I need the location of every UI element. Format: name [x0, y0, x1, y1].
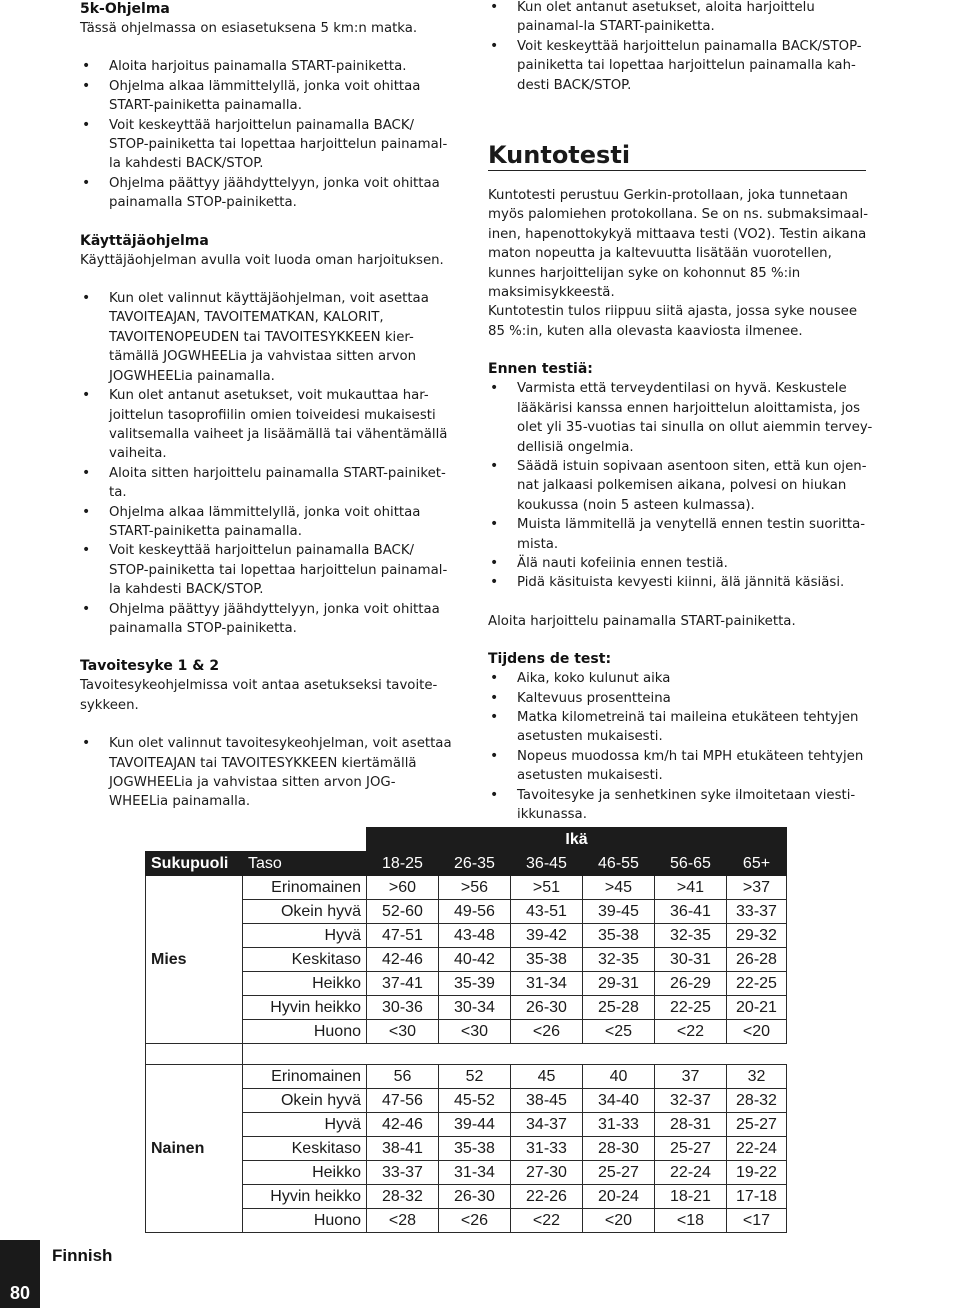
level-cell: Keskitaso [243, 1137, 367, 1161]
fitness-test-description: Kuntotesti perustuu Gerkin-protollaan, joka tunnetaan myös palomiehen protokollana. Se on ns. submaksimaal-inen, hapenottokykyä mittaava testi (VO2). Testin aikana maton nopeutta ja kaltevuutta lisätään vuorotellen, kunnes harjoittelijan syke on kohonnut 85 %:in maksimisykkeestä. [488, 188, 869, 301]
bullet-list-target-hr [80, 734, 452, 812]
table-row [146, 924, 787, 948]
value-cell: <22 [655, 1020, 727, 1044]
age-group-header: 18-25 [367, 852, 439, 876]
list-item: • Nopeus muodossa km/h tai MPH etukäteen tehtyjen asetusten mukaisesti. [488, 747, 873, 786]
value-cell: <30 [439, 1020, 511, 1044]
list-item: • Aloita sitten harjoittelu painamalla START-painiket-ta. [80, 464, 452, 503]
value-cell: 52-60 [367, 900, 439, 924]
value-cell: <17 [727, 1209, 787, 1233]
value-cell: 20-24 [583, 1185, 655, 1209]
list-item: • Tavoitesyke ja senhetkinen syke ilmoitetaan viesti-ikkunassa. [488, 786, 873, 825]
table-header-row [146, 852, 787, 876]
list-item: • Kun olet valinnut käyttäjäohjelman, voit asettaa TAVOITEAJAN, TAVOITEMATKAN, KALORIT, TAVOITENOPEUDEN tai TAVOITESYKKEEN kier-tämällä JOGWHEELia ja vahvistaa sitten arvon JOGWHEELia painamalla. [80, 289, 452, 386]
value-cell: 49-56 [439, 900, 511, 924]
value-cell: 33-37 [367, 1161, 439, 1185]
left-column [80, 0, 452, 812]
sex-cell: Nainen [146, 1065, 243, 1233]
value-cell: <30 [367, 1020, 439, 1044]
value-cell: 43-48 [439, 924, 511, 948]
table-row [146, 876, 787, 900]
value-cell: >37 [727, 876, 787, 900]
value-cell: 45 [511, 1065, 583, 1089]
bullet-list-5k [80, 57, 452, 212]
value-cell: 26-30 [511, 996, 583, 1020]
value-cell: 22-24 [727, 1137, 787, 1161]
value-cell: >41 [655, 876, 727, 900]
value-cell: 39-45 [583, 900, 655, 924]
value-cell: >56 [439, 876, 511, 900]
value-cell: 52 [439, 1065, 511, 1089]
value-cell: 45-52 [439, 1089, 511, 1113]
table-row [146, 1137, 787, 1161]
value-cell: 40 [583, 1065, 655, 1089]
value-cell: 42-46 [367, 1113, 439, 1137]
list-item: • Aika, koko kulunut aika [488, 669, 873, 688]
value-cell: >51 [511, 876, 583, 900]
table-header-row [146, 828, 787, 852]
section-title-user-program: Käyttäjäohjelma [80, 232, 209, 249]
list-item: • Kun olet antanut asetukset, voit mukauttaa har-joittelun tasoprofiilin omien toiveidesi mukaisesti valitsemalla vaiheet ja lisäämällä tai vähentämällä vaiheita. [80, 386, 452, 464]
value-cell: 22-25 [727, 972, 787, 996]
value-cell: 47-51 [367, 924, 439, 948]
fitness-test-result-note: Kuntotestin tulos riippuu siitä ajasta, jossa syke nousee 85 %:in, kuten alla olevasta kaaviosta ilmenee. [488, 304, 857, 339]
fitness-test-table [145, 827, 787, 1233]
section-title-during-test: Tijdens de test: [488, 651, 612, 668]
list-item: • Älä nauti kofeiinia ennen testiä. [488, 554, 873, 573]
list-item: • Voit keskeyttää harjoittelun painamalla BACK/STOP-painiketta tai lopettaa harjoittelun painamalla kah-desti BACK/STOP. [488, 37, 873, 95]
level-cell: Hyvin heikko [243, 996, 367, 1020]
value-cell: 35-39 [439, 972, 511, 996]
value-cell: 33-37 [727, 900, 787, 924]
value-cell: 18-21 [655, 1185, 727, 1209]
value-cell: >45 [583, 876, 655, 900]
section-title-fitness-test: Kuntotesti [488, 140, 866, 171]
table-row [146, 1089, 787, 1113]
list-item: • Voit keskeyttää harjoittelun painamalla BACK/ STOP-painiketta tai lopettaa harjoittelun painamal-la kahdesti BACK/STOP. [80, 116, 452, 174]
list-item: • Kun olet antanut asetukset, aloita harjoittelu painamal-la START-painiketta. [488, 0, 873, 37]
value-cell: 22-25 [655, 996, 727, 1020]
table-row [146, 1020, 787, 1044]
value-cell: <25 [583, 1020, 655, 1044]
level-cell: Huono [243, 1020, 367, 1044]
right-column [488, 0, 873, 824]
list-item: • Ohjelma alkaa lämmittelyllä, jonka voit ohittaa START-painiketta painamalla. [80, 77, 452, 116]
value-cell: 31-33 [511, 1137, 583, 1161]
value-cell: 30-36 [367, 996, 439, 1020]
table-row [146, 1065, 787, 1089]
value-cell: 34-40 [583, 1089, 655, 1113]
section-title-5k: 5k-Ohjelma [80, 1, 170, 17]
age-group-header: 65+ [727, 852, 787, 876]
value-cell: 35-38 [583, 924, 655, 948]
value-cell: <20 [583, 1209, 655, 1233]
list-item: • Muista lämmitellä ja venytellä ennen testin suoritta-mista. [488, 515, 873, 554]
value-cell: 29-32 [727, 924, 787, 948]
value-cell: 25-27 [727, 1113, 787, 1137]
value-cell: 30-34 [439, 996, 511, 1020]
value-cell: 31-33 [583, 1113, 655, 1137]
table-spacer-row [146, 1044, 787, 1065]
section-intro-target-hr: Tavoitesykeohjelmissa voit antaa asetukseksi tavoite-sykkeen. [80, 678, 438, 713]
value-cell: 28-30 [583, 1137, 655, 1161]
bullet-list-during-test [488, 669, 873, 824]
value-cell: 22-26 [511, 1185, 583, 1209]
list-item: • Varmista että terveydentilasi on hyvä. Keskustele lääkärisi kanssa ennen harjoittelun aloittamista, jos olet yli 35-vuotias tai sinulla on ollut aiemmin tervey-dellisiä ongelmia. [488, 379, 873, 457]
value-cell: 35-38 [511, 948, 583, 972]
value-cell: 32-37 [655, 1089, 727, 1113]
value-cell: 47-56 [367, 1089, 439, 1113]
value-cell: <26 [511, 1020, 583, 1044]
value-cell: 36-41 [655, 900, 727, 924]
level-cell: Huono [243, 1209, 367, 1233]
value-cell: 56 [367, 1065, 439, 1089]
list-item: • Pidä käsituista kevyesti kiinni, älä jännitä käsiäsi. [488, 573, 873, 592]
value-cell: 37-41 [367, 972, 439, 996]
value-cell: 25-28 [583, 996, 655, 1020]
level-cell: Heikko [243, 972, 367, 996]
level-cell: Erinomainen [243, 1065, 367, 1089]
value-cell: 32-35 [655, 924, 727, 948]
page-number-tab [0, 1240, 40, 1308]
section-title-target-hr: Tavoitesyke 1 & 2 [80, 658, 220, 675]
age-header: Ikä [367, 828, 787, 852]
age-group-header: 56-65 [655, 852, 727, 876]
value-cell: 22-24 [655, 1161, 727, 1185]
value-cell: >60 [367, 876, 439, 900]
value-cell: 32-35 [583, 948, 655, 972]
value-cell: 37 [655, 1065, 727, 1089]
list-item: • Kun olet valinnut tavoitesykeohjelman, voit asettaa TAVOITEAJAN tai TAVOITESYKKEEN kiertämällä JOGWHEELia ja vahvistaa sitten arvon JOG-WHEELia painamalla. [80, 734, 452, 812]
level-cell: Heikko [243, 1161, 367, 1185]
value-cell: 26-30 [439, 1185, 511, 1209]
value-cell: 32 [727, 1065, 787, 1089]
value-cell: 31-34 [439, 1161, 511, 1185]
list-item: • Kaltevuus prosentteina [488, 689, 873, 708]
value-cell: 31-34 [511, 972, 583, 996]
value-cell: 42-46 [367, 948, 439, 972]
bullet-list-user-program [80, 289, 452, 638]
list-item: • Ohjelma päättyy jäähdyttelyyn, jonka voit ohittaa painamalla STOP-painiketta. [80, 600, 452, 639]
value-cell: 35-38 [439, 1137, 511, 1161]
table-row [146, 900, 787, 924]
bullet-list-before-test [488, 379, 873, 592]
value-cell: 39-44 [439, 1113, 511, 1137]
value-cell: 27-30 [511, 1161, 583, 1185]
sex-cell: Mies [146, 876, 243, 1044]
value-cell: 17-18 [727, 1185, 787, 1209]
sex-header: Sukupuoli [146, 852, 243, 876]
value-cell: 40-42 [439, 948, 511, 972]
value-cell: <26 [439, 1209, 511, 1233]
level-cell: Okein hyvä [243, 1089, 367, 1113]
list-item: • Matka kilometreinä tai maileina etukäteen tehtyjen asetusten mukaisesti. [488, 708, 873, 747]
value-cell: 25-27 [583, 1161, 655, 1185]
value-cell: 38-41 [367, 1137, 439, 1161]
list-item: • Ohjelma alkaa lämmittelyllä, jonka voit ohittaa START-painiketta painamalla. [80, 503, 452, 542]
bullet-list-continued [488, 0, 873, 95]
value-cell: 19-22 [727, 1161, 787, 1185]
table-row [146, 1209, 787, 1233]
value-cell: 30-31 [655, 948, 727, 972]
age-group-header: 36-45 [511, 852, 583, 876]
section-intro-user-program: Käyttäjäohjelman avulla voit luoda oman harjoituksen. [80, 252, 444, 268]
level-cell: Hyvä [243, 924, 367, 948]
value-cell: 28-31 [655, 1113, 727, 1137]
level-cell: Erinomainen [243, 876, 367, 900]
level-cell: Keskitaso [243, 948, 367, 972]
value-cell: <18 [655, 1209, 727, 1233]
table-row [146, 996, 787, 1020]
age-group-header: 26-35 [439, 852, 511, 876]
level-header: Taso [243, 852, 367, 876]
list-item: • Säädä istuin sopivaan asentoon siten, että kun ojen-nat jalkaasi polkemisen aikana, polvesi on hiukan koukussa (noin 5 asteen kulmassa). [488, 457, 873, 515]
value-cell: 39-42 [511, 924, 583, 948]
table-row [146, 1161, 787, 1185]
value-cell: 20-21 [727, 996, 787, 1020]
section-title-before-test: Ennen testiä: [488, 361, 593, 378]
list-item: • Voit keskeyttää harjoittelun painamalla BACK/ STOP-painiketta tai lopettaa harjoittelun painamal-la kahdesti BACK/STOP. [80, 541, 452, 599]
level-cell: Hyvin heikko [243, 1185, 367, 1209]
table-row [146, 1113, 787, 1137]
value-cell: 25-27 [655, 1137, 727, 1161]
list-item: • Ohjelma päättyy jäähdyttelyyn, jonka voit ohittaa painamalla STOP-painiketta. [80, 174, 452, 213]
value-cell: <28 [367, 1209, 439, 1233]
language-label: Finnish [52, 1246, 113, 1265]
value-cell: 34-37 [511, 1113, 583, 1137]
value-cell: 28-32 [727, 1089, 787, 1113]
value-cell: <20 [727, 1020, 787, 1044]
value-cell: 29-31 [583, 972, 655, 996]
value-cell: <22 [511, 1209, 583, 1233]
table-row [146, 948, 787, 972]
value-cell: 26-28 [727, 948, 787, 972]
page-number: 80 [9, 1283, 31, 1303]
table-row [146, 1185, 787, 1209]
table-row [146, 972, 787, 996]
age-group-header: 46-55 [583, 852, 655, 876]
section-intro-5k: Tässä ohjelmassa on esiasetuksena 5 km:n matka. [80, 21, 418, 36]
value-cell: 28-32 [367, 1185, 439, 1209]
level-cell: Okein hyvä [243, 900, 367, 924]
value-cell: 38-45 [511, 1089, 583, 1113]
value-cell: 26-29 [655, 972, 727, 996]
value-cell: 43-51 [511, 900, 583, 924]
start-instruction: Aloita harjoittelu painamalla START-painiketta. [488, 613, 796, 629]
level-cell: Hyvä [243, 1113, 367, 1137]
list-item: • Aloita harjoitus painamalla START-painiketta. [80, 57, 452, 76]
